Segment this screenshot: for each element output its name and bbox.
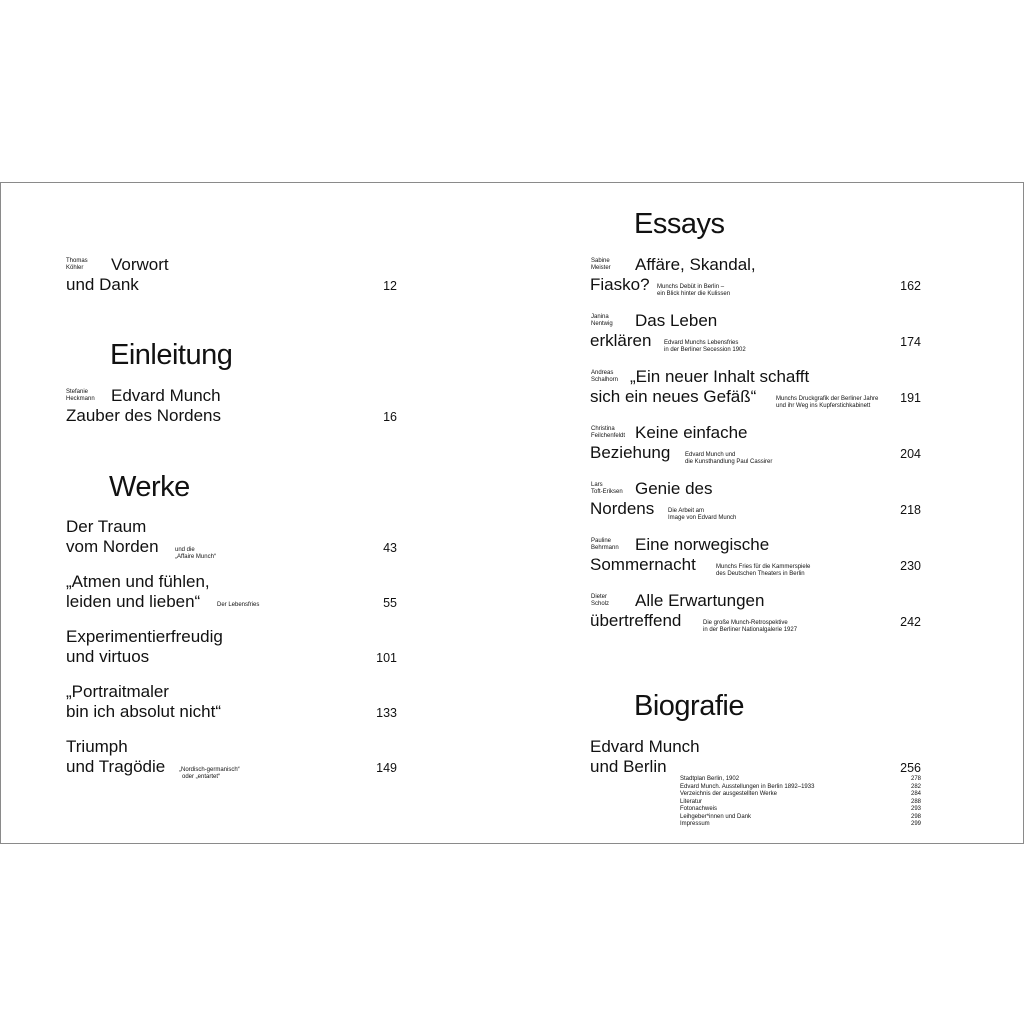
entry-title: leiden und lieben“ [66,592,201,611]
entry-subtitle: Munchs Druckgrafik der Berliner Jahre [776,396,879,402]
entry-page-number: 12 [383,279,397,293]
entry-subtitle: Image von Edvard Munch [668,515,737,521]
entry-page-number: 174 [900,335,921,349]
entry-author: Behrmann [591,545,619,551]
entry-subtitle: Die große Munch-Retrospektive [703,620,788,626]
entry-subtitle: in der Berliner Secession 1902 [664,347,746,353]
appendix-label: Verzeichnis der ausgestellten Werke [680,791,777,797]
entry-author: Feilchenfeldt [591,433,626,439]
appendix-label: Leihgeber*innen und Dank [680,814,752,820]
entry-subtitle: Munchs Fries für die Kammerspiele [716,564,811,570]
section-heading-werke: Werke [109,471,190,503]
entry-subtitle: Die Arbeit am [668,508,705,514]
entry-author: Christina [591,426,615,432]
entry-title: Keine einfache [635,423,748,442]
entry-title: Nordens [590,499,655,518]
entry-subtitle: Munchs Debüt in Berlin – [657,284,725,290]
entry-author: Andreas [591,370,614,376]
entry-author: Dieter [591,594,608,600]
entry-author: Janina [591,314,609,320]
section-heading-essays: Essays [634,208,725,240]
entry-title: Sommernacht [590,555,696,574]
book-spread [0,182,1024,844]
entry-author: Heckmann [66,396,95,402]
entry-page-number: 162 [900,279,921,293]
entry-page-number: 230 [900,559,921,573]
entry-page-number: 256 [900,761,921,775]
entry-title: sich ein neues Gefäß“ [590,387,757,406]
entry-subtitle: oder „entartet“ [182,774,221,780]
entry-author: Köhler [66,265,84,271]
appendix-page: 282 [910,784,921,790]
entry-title: erklären [590,331,652,350]
appendix-label: Literatur [680,799,703,805]
entry-title: Affäre, Skandal, [635,255,756,274]
entry-title: und Dank [66,275,139,294]
entry-page-number: 101 [376,651,397,665]
entry-page-number: 149 [376,761,397,775]
entry-author: Nentwig [591,321,613,327]
entry-author: Scholz [591,601,610,607]
entry-title: und Berlin [590,757,667,776]
entry-title: vom Norden [66,537,159,556]
entry-title: Eine norwegische [635,535,770,554]
entry-title: Zauber des Nordens [66,406,221,425]
entry-subtitle: „Affaire Munch“ [175,554,216,560]
entry-author: Lars [591,482,603,488]
entry-subtitle: des Deutschen Theaters in Berlin [716,571,805,577]
entry-page-number: 242 [900,615,921,629]
entry-author: Toft-Eriksen [591,489,623,495]
entry-subtitle: Der Lebensfries [217,602,260,608]
entry-author: Stefanie [66,389,89,395]
entry-title: Experimentierfreudig [66,627,223,646]
entry-subtitle: und die [175,547,195,553]
entry-author: Meister [591,265,611,271]
entry-title: Fiasko? [590,275,650,294]
entry-title: „Atmen und fühlen, [66,572,210,591]
entry-page-number: 43 [383,541,397,555]
entry-title: bin ich absolut nicht“ [66,702,221,721]
entry-page-number: 55 [383,596,397,610]
appendix-page: 299 [910,821,921,827]
entry-subtitle: „Nordisch-germanisch“ [179,767,240,773]
appendix-label: Stadtplan Berlin, 1902 [680,776,740,782]
entry-subtitle: Edvard Munch und [685,452,736,458]
entry-subtitle: ein Blick hinter die Kulissen [657,291,731,297]
entry-title: und Tragödie [66,757,166,776]
section-heading-biografie: Biografie [634,690,744,722]
entry-title: und virtuos [66,647,150,666]
entry-author: Schalhorn [591,377,619,383]
entry-subtitle: und ihr Weg ins Kupferstichkabinett [776,403,871,409]
entry-subtitle: in der Berliner Nationalgalerie 1927 [703,627,798,633]
appendix-page: 278 [910,776,921,782]
appendix-page: 288 [910,799,921,805]
entry-page-number: 191 [900,391,921,405]
entry-author: Sabine [591,258,610,264]
entry-title: „Portraitmaler [66,682,169,701]
appendix-page: 298 [910,814,921,820]
entry-author: Thomas [66,258,88,264]
entry-title: Genie des [635,479,713,498]
entry-page-number: 218 [900,503,921,517]
appendix-label: Impressum [680,821,710,827]
appendix-label: Fotonachweis [680,806,718,812]
entry-title: Beziehung [590,443,671,462]
entry-title: „Ein neuer Inhalt schafft [630,367,810,386]
entry-subtitle: die Kunsthandlung Paul Cassirer [685,459,773,465]
entry-title: Edvard Munch [111,386,221,405]
appendix-page: 293 [910,806,921,812]
entry-title: Vorwort [111,255,169,274]
entry-page-number: 204 [900,447,921,461]
entry-subtitle: Edvard Munchs Lebensfries [664,340,739,346]
entry-title: übertreffend [590,611,682,630]
entry-title: Der Traum [66,517,147,536]
entry-page-number: 133 [376,706,397,720]
entry-title: Alle Erwartungen [635,591,765,610]
section-heading-einleitung: Einleitung [110,339,233,371]
entry-title: Das Leben [635,311,718,330]
entry-page-number: 16 [383,410,397,424]
entry-title: Triumph [66,737,128,756]
entry-title: Edvard Munch [590,737,700,756]
entry-author: Pauline [591,538,612,544]
appendix-page: 284 [910,791,921,797]
appendix-label: Edvard Munch. Ausstellungen in Berlin 1892–1933 [680,784,815,790]
